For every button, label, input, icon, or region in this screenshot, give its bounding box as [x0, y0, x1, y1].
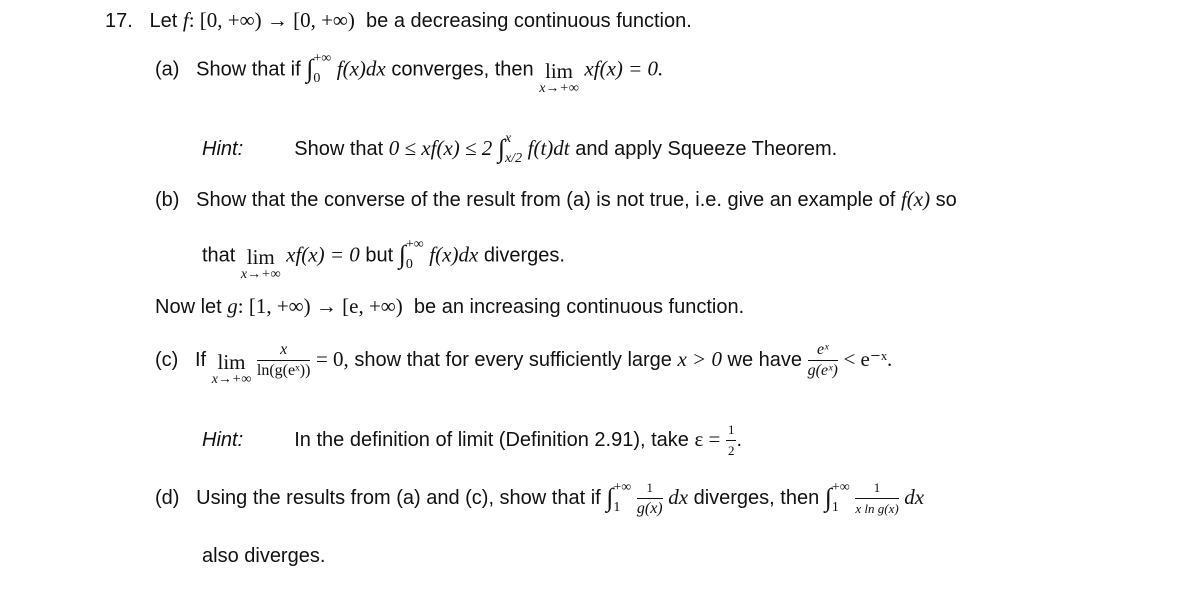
part-a-label: (a)	[155, 58, 180, 81]
part-d-label: (d)	[155, 486, 180, 509]
hint-1: Hint: Show that 0 ≤ xf(x) ≤ 2 ∫ x x/2 f(t)dt and apply Squeeze Theorem.	[202, 130, 838, 166]
problem-intro: 17. Let f: [0, +∞) → [0, +∞) be a decreasing continuous function.	[105, 8, 692, 32]
fraction: $\frac{1}{2}$	[727, 422, 735, 458]
part-a: (a) Show that if ∫ +∞ 0 f(x)dx converges, then lim x→+∞ xf(x) = 0.	[155, 51, 664, 96]
problem-number: 17.	[105, 10, 133, 32]
now-let: Now let g: [1, +∞) → [e, +∞) be an increasing continuous function.	[155, 294, 745, 318]
integral-sign: ∫	[606, 482, 614, 512]
part-d: (d) Using the results from (a) and (c), show that if ∫ +∞ 1 $\frac{1}{g(x)}$ dx diverges, then ∫ +∞ 1 $\frac{1}{\text{x ln g(x)}}$ dx	[155, 479, 925, 517]
hint-label: Hint:	[202, 428, 244, 451]
hint-label: Hint:	[202, 138, 244, 160]
part-c-label: (c)	[155, 348, 179, 371]
part-b: (b) Show that the converse of the result from (a) is not true, i.e. give an example of f(x) so	[155, 187, 957, 211]
limit: lim x→+∞	[211, 349, 252, 387]
limit: lim x→+∞	[240, 245, 281, 282]
part-d-cont: also diverges.	[202, 545, 326, 567]
part-b-cont: that lim x→+∞ xf(x) = 0 but ∫ +∞ 0 f(x)dx diverges.	[202, 237, 565, 282]
integral-sign: ∫	[398, 240, 406, 270]
integral-sign: ∫	[306, 54, 314, 84]
fraction: $\frac{\text{eˣ}}{\text{g(eˣ)}}$	[807, 341, 838, 379]
hint-2: Hint: In the definition of limit (Definition 2.91), take ε = $\frac{1}{2}$ .	[202, 420, 742, 461]
fraction: $\frac{x}{\text{ln(g(eˣ))}}$	[256, 341, 311, 379]
fraction: $\frac{1}{\text{x ln g(x)}}$	[855, 480, 899, 516]
fraction: $\frac{1}{g(x)}$	[636, 480, 663, 517]
integral-sign: ∫	[824, 482, 832, 512]
part-c: (c) If lim x→+∞ $\frac{x}{\text{ln(g(eˣ))}}$ = 0, show that for every sufficiently large x > 0 we have $\frac{\text{eˣ}}{\text{g(eˣ)}}$ < e⁻ˣ.	[155, 341, 893, 387]
limit: lim x→+∞	[539, 59, 579, 96]
part-b-label: (b)	[155, 189, 180, 211]
integral-sign: ∫	[497, 134, 505, 163]
